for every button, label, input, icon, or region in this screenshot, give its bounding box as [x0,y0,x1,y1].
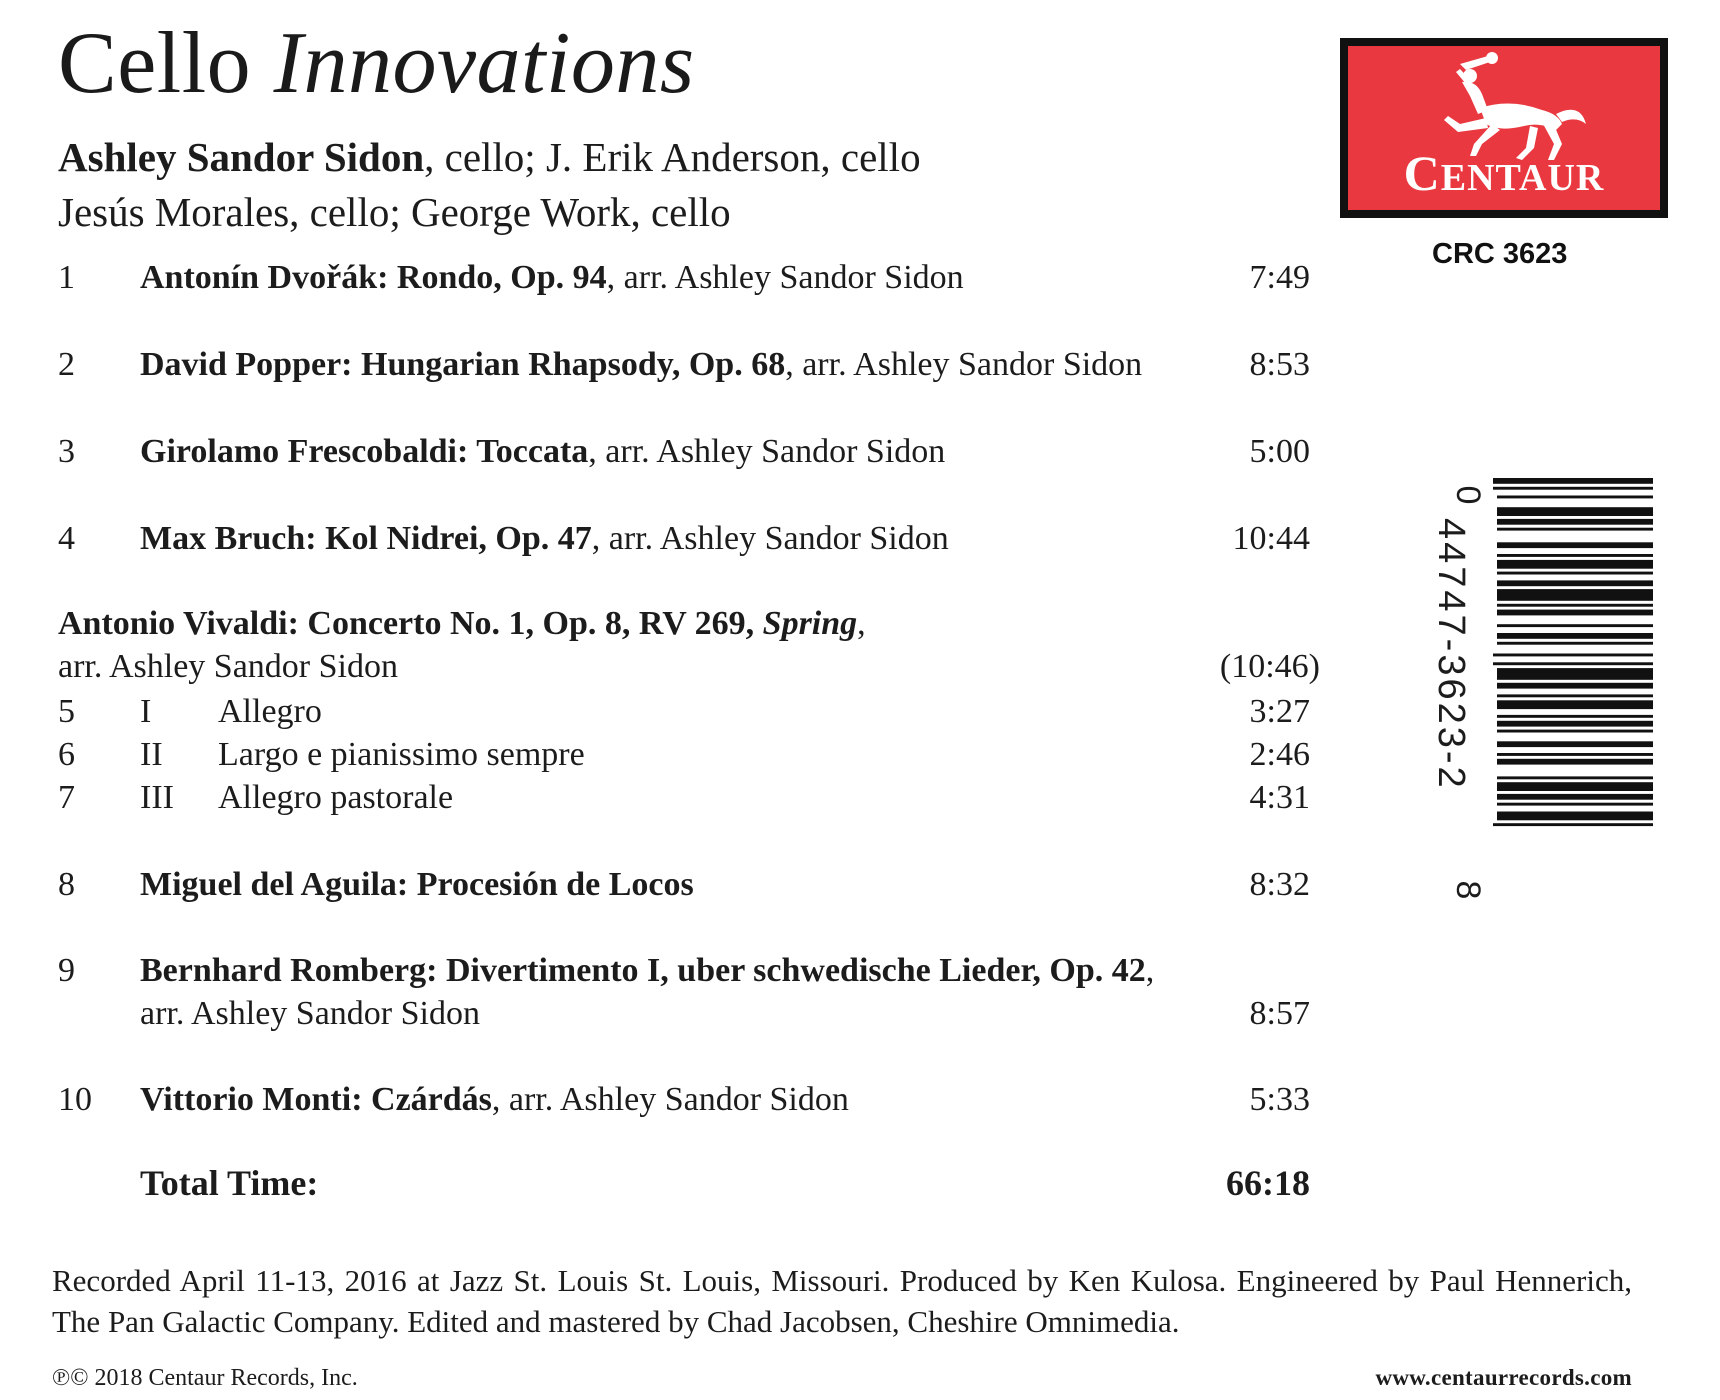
barcode-bar [1497,624,1653,627]
track-composer-title: Vittorio Monti: Czárdás [140,1081,492,1118]
movement-numeral: I [140,693,152,730]
album-title [58,15,695,112]
barcode-bar [1497,604,1653,607]
website-url: www.centaurrecords.com [1375,1365,1632,1390]
track-duration: 4:31 [1249,779,1310,816]
track-arranger: arr. Ashley Sandor Sidon [140,995,480,1032]
logo-background [1348,46,1660,210]
performers-line-1-rest: , cello; J. Erik Anderson, cello [424,134,921,180]
track-number: 2 [58,346,75,383]
track-duration: 5:00 [1249,433,1310,470]
track-number: 9 [58,952,75,989]
track-work [140,345,1142,385]
total-time-value: 66:18 [1226,1163,1310,1203]
lead-performer: Ashley Sandor Sidon [58,134,425,180]
track-duration: 5:33 [1249,1081,1310,1118]
barcode-bar [1497,528,1653,531]
barcode-bar [1497,507,1653,516]
track-duration: 8:53 [1249,346,1310,383]
vivaldi-subtitle: Spring [762,605,858,642]
track-composer-title: Max Bruch: Kol Nidrei, Op. 47 [140,520,592,557]
barcode-bar [1497,730,1653,733]
track-punctuation: , [1145,952,1155,989]
track-work [140,1080,849,1120]
movement-numeral: II [140,736,163,773]
track-arranger: , arr. Ashley Sandor Sidon [588,433,946,470]
track-arranger: , arr. Ashley Sandor Sidon [491,1081,849,1118]
movement-title: Largo e pianissimo sempre [218,736,585,773]
movement-title: Allegro pastorale [218,779,454,816]
album-title-plain: Cello [58,15,252,112]
barcode-last-digit: 8 [1449,880,1487,900]
track-arranger: , arr. Ashley Sandor Sidon [606,259,964,296]
track-number: 1 [58,259,75,296]
track-number: 3 [58,433,75,470]
barcode-bar [1497,589,1653,601]
track-work [140,432,945,472]
vivaldi-comma: , [857,605,866,642]
track-arranger: , arr. Ashley Sandor Sidon [785,346,1143,383]
barcode-bar [1497,803,1653,806]
track-number: 8 [58,866,75,903]
track-duration: 2:46 [1249,736,1310,773]
barcode-bar [1497,496,1653,499]
album-title-italic: Innovations [273,15,695,112]
track-duration: 8:57 [1249,995,1310,1032]
vivaldi-arranger: arr. Ashley Sandor Sidon [58,648,398,685]
barcode-bar [1493,823,1653,826]
catalog-number: CRC 3623 [1432,238,1568,270]
track-number: 5 [58,693,75,730]
track-work [140,865,694,905]
track-row [58,951,1310,1041]
vivaldi-heading [58,602,1320,688]
barcode-bar [1497,554,1653,557]
track-duration: 10:44 [1232,520,1310,557]
logo-wordmark-rest: ENTAUR [1440,157,1605,199]
barcode-bar [1497,610,1653,616]
barcode-bar [1497,759,1653,765]
track-number: 6 [58,736,75,773]
barcode-bar [1493,478,1653,484]
barcode-bar [1497,580,1653,586]
barcode-bar [1497,694,1653,697]
barcode-bar [1497,560,1653,569]
vivaldi-composer-title: Antonio Vivaldi: Concerto No. 1, Op. 8, RV 269, [58,605,763,642]
movement-title: Allegro [218,693,322,730]
track-work [140,519,949,559]
centaur-logo [1340,38,1668,218]
track-duration: 8:32 [1249,866,1310,903]
barcode-bar [1493,662,1653,665]
barcode-bar [1497,668,1653,680]
barcode-digits [1430,478,1488,918]
track-number: 10 [58,1081,92,1118]
movement-numeral: III [140,779,174,816]
track-arranger: , arr. Ashley Sandor Sidon [591,520,949,557]
barcode-bar [1497,715,1653,718]
barcode-bar [1493,487,1653,490]
track-work [140,951,1154,991]
track-number: 4 [58,520,75,557]
barcode-middle-digits-wrapper [1430,518,1490,838]
barcode-middle-digits: 44747-3623-2 [1430,518,1472,791]
track-duration: 7:49 [1249,259,1310,296]
barcode-bar [1497,753,1653,756]
track-work [140,258,964,298]
track-composer-title: Miguel del Aguila: Procesión de Locos [140,866,694,903]
track-composer-title: Bernhard Romberg: Divertimento I, uber schwedische Lieder, Op. 42 [140,952,1146,989]
track-composer-title: Girolamo Frescobaldi: Toccata [140,433,589,470]
barcode-bar [1493,654,1653,657]
track-composer-title: David Popper: Hungarian Rhapsody, Op. 68 [140,346,786,383]
track-composer-title: Antonín Dvořák: Rondo, Op. 94 [140,259,607,296]
barcode-bar [1497,776,1653,779]
barcode-bar [1497,519,1653,525]
barcode-bar [1497,782,1653,791]
barcode-bar [1497,721,1653,727]
recording-notes: Recorded April 11-13, 2016 at Jazz St. Louis St. Louis, Missouri. Produced by Ken Kulosa. Engineered by Paul Hennerich, The Pan Galactic Company. Edited and mastered by Chad Jacobsen, Cheshire Omnimedia. [52,1263,1632,1339]
barcode-bar [1497,794,1653,800]
barcode-bar [1497,542,1653,548]
barcode-bar [1497,812,1653,821]
vivaldi-total-duration: (10:46) [1219,648,1320,685]
vivaldi-title [58,602,1310,645]
barcode-bar [1497,633,1653,639]
performers-line-2: Jesús Morales, cello; George Work, cello [58,189,731,235]
total-time-row [140,1162,1310,1204]
performers [58,130,921,240]
performers-line-1 [58,130,921,185]
barcode-bar [1497,700,1653,709]
barcode-first-digit: 0 [1449,485,1487,505]
copyright-notice: ℗© 2018 Centaur Records, Inc. [52,1365,358,1391]
barcode-bar [1497,572,1653,575]
barcode-bar [1497,741,1653,747]
track-duration: 3:27 [1249,693,1310,730]
total-time-label: Total Time: [140,1163,319,1203]
barcode-bar [1497,683,1653,689]
logo-wordmark [1348,144,1660,202]
barcode-bar [1497,642,1653,645]
logo-wordmark-initial: C [1403,145,1441,201]
track-number: 7 [58,779,75,816]
